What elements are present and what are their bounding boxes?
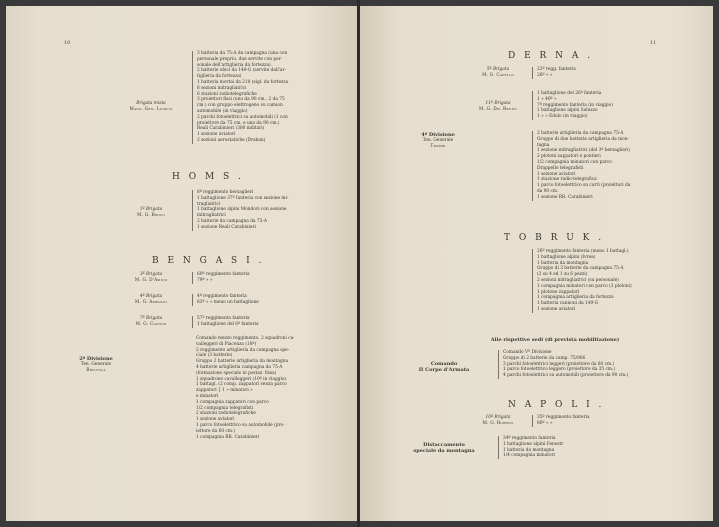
list-row: 1 battaglione alpini (Ivrea) xyxy=(537,254,596,260)
list-row: 1 battaglione alpini Saluzzo xyxy=(537,108,598,114)
list-row: 4º reggimento fanteria xyxy=(197,294,247,299)
list-row: sonale dell'artiglieria da fortezza) xyxy=(197,62,271,68)
mobilization-heading xyxy=(455,337,655,343)
list-row: 1 stazione radio-telegrafica xyxy=(537,177,597,183)
list-row: 1 battaglione alpini Mondovì con sezione xyxy=(197,207,287,213)
list-row: 26º reggimento fanteria (meno 1 battagl.) xyxy=(537,249,629,254)
list-row: valleggeri di Piacenza (18º) xyxy=(196,341,257,347)
list-row: tragliatrici xyxy=(197,201,221,207)
list-row: 1 » 40º » xyxy=(537,96,557,102)
detachment-list xyxy=(498,436,678,459)
list-row: 1/4 compagnia minatori xyxy=(503,453,556,459)
list-row: 2 sezioni aerostatiche (Drakan) xyxy=(197,137,266,143)
list-row: 7º reggimento fanteria (in viaggio) xyxy=(537,102,613,108)
list-row: 2 batterie artiglieria da campagna 75-A xyxy=(537,131,624,136)
list-row: 4 parchi fotoelettrici su automobili (proiettore da 90 cm.) xyxy=(503,373,629,379)
list-row: 1 sezione Reali Carabinieri xyxy=(197,224,256,230)
mobilization-title: Alle rispettive sedi (di prevista mobilitazione) xyxy=(490,337,620,343)
list-row: 2 batterie obici da 149-G (servite dall'ar- xyxy=(197,68,286,74)
list-row: 1 battaglione del 26º fanteria xyxy=(537,91,602,96)
list-row: 57º reggimento fanteria xyxy=(197,316,250,321)
list-row: 22º regg. fanteria xyxy=(537,67,576,72)
list-row: 1 parco fotoelettrico su automobile (pro- xyxy=(196,422,285,428)
napoli-heading: N A P O L I . xyxy=(508,400,605,410)
corps-2-name-line1: Comando xyxy=(430,361,458,367)
list-row: Gruppo 2 batterie artiglieria da montagna xyxy=(196,359,289,365)
mobilization-list xyxy=(498,350,708,379)
list-row: 8º reggimento bersaglieri xyxy=(197,190,254,195)
homs-list xyxy=(192,190,352,231)
division-2-label xyxy=(56,356,136,374)
list-row: 1 batteria mortai da 210 (sigl. da fortezza xyxy=(197,79,289,85)
detachment-name-line1: Distaccamento xyxy=(423,442,465,448)
top-brigade-list xyxy=(192,51,352,144)
brigade-10-label xyxy=(462,415,534,427)
brigade-3-name: 3ª Brigata xyxy=(139,272,163,277)
division-2-list xyxy=(192,336,352,440)
tobruk-heading: T O B R U K . xyxy=(504,233,605,243)
derna-brigade-5-list xyxy=(532,67,702,79)
division-2-name: 2ª Divisione xyxy=(79,356,113,362)
list-row: 1 sezione aviatori xyxy=(537,171,576,177)
list-row: 2 sezioni mitragliatrici (su personale) xyxy=(537,277,619,283)
list-row: 1 sezione aviatori xyxy=(197,132,236,138)
list-row: 1 parco fotoelettrico su carri (proiettori da xyxy=(537,183,631,189)
list-row: e minatori xyxy=(196,393,219,399)
list-row: 3 batteria da 75-A da campagna (una con xyxy=(197,51,288,56)
list-row: 1 » » Edolo (in viaggio) xyxy=(537,114,588,120)
corps-2-name-line2: II Corpo d'Armata xyxy=(418,367,470,373)
list-row: Comando mezzo reggimento, 2 squadroni ca- xyxy=(196,336,295,341)
brigade-10-name: 10ª Brigata xyxy=(485,415,511,420)
brigade-5-name: 5ª Brigata xyxy=(486,67,510,72)
division-4-rank: Ten. Generale xyxy=(422,138,454,143)
list-row: 34º reggimento fanteria xyxy=(503,436,556,441)
list-row: 79º » » xyxy=(197,277,213,283)
brigade-7-commander: M. G. Ciancio xyxy=(135,322,167,327)
list-row: 60º reggimento fanteria xyxy=(197,272,250,277)
homs-brigade-name: 1ª Brigata xyxy=(139,207,163,212)
list-row: 1 sezione aviatori xyxy=(196,417,235,423)
list-row: 3 parchi fotoelettrici leggeri (proiettore da 60 cm.) xyxy=(503,361,615,367)
list-row: 1 battaglione del 6º fanteria xyxy=(197,321,259,327)
derna-brigade-11-list xyxy=(532,91,702,120)
list-row: 2 reggimento artiglieria da campagna spe- xyxy=(196,347,290,353)
list-row: mitragliatrici xyxy=(197,213,226,219)
page-number-left: 10 xyxy=(64,40,71,46)
detachment-label xyxy=(388,442,500,454)
derna-heading: D E R N A . xyxy=(508,51,594,61)
list-row: 80º » » xyxy=(537,420,553,426)
division-4-list xyxy=(532,131,702,201)
list-row: 1/2 compagnia minatori con parco xyxy=(537,159,612,165)
bengasi-brigade-4-list xyxy=(192,294,352,306)
list-row: tagna xyxy=(537,142,550,148)
bengasi-brigade-7-label xyxy=(110,316,192,328)
brigade-4-name: 4ª Brigata xyxy=(139,294,163,299)
left-page xyxy=(6,6,357,521)
brigade-5-commander: M. G. Capello xyxy=(482,73,514,78)
list-row: iettore da 60 cm.) xyxy=(196,428,235,434)
list-row: 1 batteria cannoni da 149-G xyxy=(537,301,599,307)
bengasi-brigade-3-list xyxy=(192,272,352,284)
list-row: automobile (in viaggio) xyxy=(197,108,248,114)
list-row: 1 sezione mitragliatrici (del 3º bersaglieri) xyxy=(537,148,630,154)
list-row: 1/2 compagnia telegrafisti xyxy=(196,405,254,411)
list-row: Drappello telegrafisti xyxy=(537,165,584,171)
list-row: tiglieria da fortezza) xyxy=(197,74,242,80)
page-number-right: 11 xyxy=(650,40,657,46)
list-row: 1 batteria da montagna xyxy=(503,447,555,453)
brigade-7-name: 7ª Brigata xyxy=(139,316,163,321)
list-row: proiettore da 75 cm. e uno da 90 cm.) xyxy=(197,120,280,126)
brigade-11-name: 11ª Brigata xyxy=(485,101,511,106)
homs-brigade-label xyxy=(110,207,192,219)
brigade-10-commander: M. G. Rubrini xyxy=(482,421,514,426)
list-row: 2 stazioni radiotelegrafiche xyxy=(196,411,256,417)
bengasi-brigade-4-label xyxy=(110,294,192,306)
homs-heading: H O M S . xyxy=(172,172,244,182)
derna-brigade-11-label xyxy=(462,101,534,113)
list-row: ciale (3 batterie) xyxy=(196,353,233,359)
right-page xyxy=(360,6,713,521)
list-row: 1 compagnia artiglieria da fortezza xyxy=(537,295,614,301)
list-row: Reali Carabinieri (300 militari) xyxy=(197,126,265,132)
list-row: 6 stazioni radiotelegrafiche xyxy=(197,91,257,97)
division-4-label xyxy=(398,132,478,150)
list-row: 3 proiettori fissi (uno da 90 cm., 2 da 75 xyxy=(197,97,285,103)
list-row: 1 battagl. (2 comp. zappatori senza parco xyxy=(196,382,287,388)
list-row: 1 compagnia minatori con parco (3 plotoni) xyxy=(537,283,632,289)
tobruk-list xyxy=(532,249,702,313)
list-row: 2 batterie da campagna da 75-A xyxy=(197,218,267,224)
brigade-4-commander: M. G. Ameglio xyxy=(134,300,168,305)
division-4-name: 4ª Divisione xyxy=(421,132,455,138)
corps-2-label xyxy=(388,361,500,373)
list-row: 1 compagnia zappatori con parco xyxy=(196,399,269,405)
brigade-11-commander: M. G. Del Bruno xyxy=(478,107,518,112)
list-row: 1 battaglione 37º fanteria con sezione mi- xyxy=(197,195,289,201)
list-row: Comando Vª Divisione xyxy=(503,350,552,355)
list-row: 4 batterie artiglieria campagna da 75-A xyxy=(196,364,283,370)
list-row: 1 plotone zappatori xyxy=(537,289,580,295)
list-row: 1 batteria da montagna xyxy=(537,260,589,266)
list-row: 35º reggimento fanteria xyxy=(537,415,590,420)
list-row: 1 sezione RR. Carabinieri xyxy=(537,194,593,200)
brigade-3-commander: M. G. D'Amico xyxy=(134,278,168,283)
list-row: Gruppo di 2 batterie da camp. 75/906 xyxy=(503,355,586,361)
detachment-name-line2: speciale da montagna xyxy=(413,448,475,454)
derna-brigade-5-label xyxy=(462,67,534,79)
division-2-rank: Ten. Generale xyxy=(80,362,112,367)
list-row: 6 sezioni mitragliatrici xyxy=(197,85,247,91)
list-row: 1 sezione aviatori xyxy=(537,306,576,312)
list-row: 2 parchi fotoelettrici su automobili (1 con xyxy=(197,114,288,120)
bengasi-brigade-3-label xyxy=(110,272,192,284)
homs-brigade-commander: M. G. Brioli xyxy=(137,213,165,218)
list-row: Gruppo di 3 batterie da campagna 75-A xyxy=(537,266,624,272)
list-row: 63º » » meno un battaglione xyxy=(197,299,259,305)
list-row: personale proprio, due servite con per- xyxy=(197,56,283,62)
bengasi-heading: B E N G A S I . xyxy=(152,256,265,266)
division-4-commander: Trombi xyxy=(430,144,446,149)
top-brigade-commander: Magg. Gen. Lugeco xyxy=(129,107,173,112)
list-row: 1 compagnia RR. Carabinieri xyxy=(196,434,260,440)
list-row: zappatori { 1 » minatori » xyxy=(196,388,253,394)
list-row: 1 squadrone cavalleggeri (10º in viaggio) xyxy=(196,376,287,382)
list-row: 1 parco fotoelettrico leggero (proiettore da 35 cm.) xyxy=(503,367,616,373)
division-2-commander: Briccola xyxy=(86,368,106,373)
brigade-10-list xyxy=(532,415,702,427)
list-row: da 90 cm. xyxy=(537,188,559,194)
top-brigade-name: Brigata mista xyxy=(136,101,166,106)
list-row: (formazione speciale in postaz. fissa) xyxy=(196,370,277,376)
bengasi-brigade-7-list xyxy=(192,316,352,328)
list-row: 26º » » xyxy=(537,72,553,78)
list-row: 1 battaglione alpini Fenestr xyxy=(503,441,564,447)
top-brigade-label xyxy=(106,101,196,113)
list-row: Gruppo di due batterie artiglieria da mon- xyxy=(537,136,629,142)
list-row: 2 plotoni zappatori e pontieri xyxy=(537,154,601,160)
list-row: (2 su 4 ed 1 su 6 pezzi) xyxy=(537,272,588,278)
list-row: cm.) con gruppo elettrogeno su camion xyxy=(197,103,283,109)
